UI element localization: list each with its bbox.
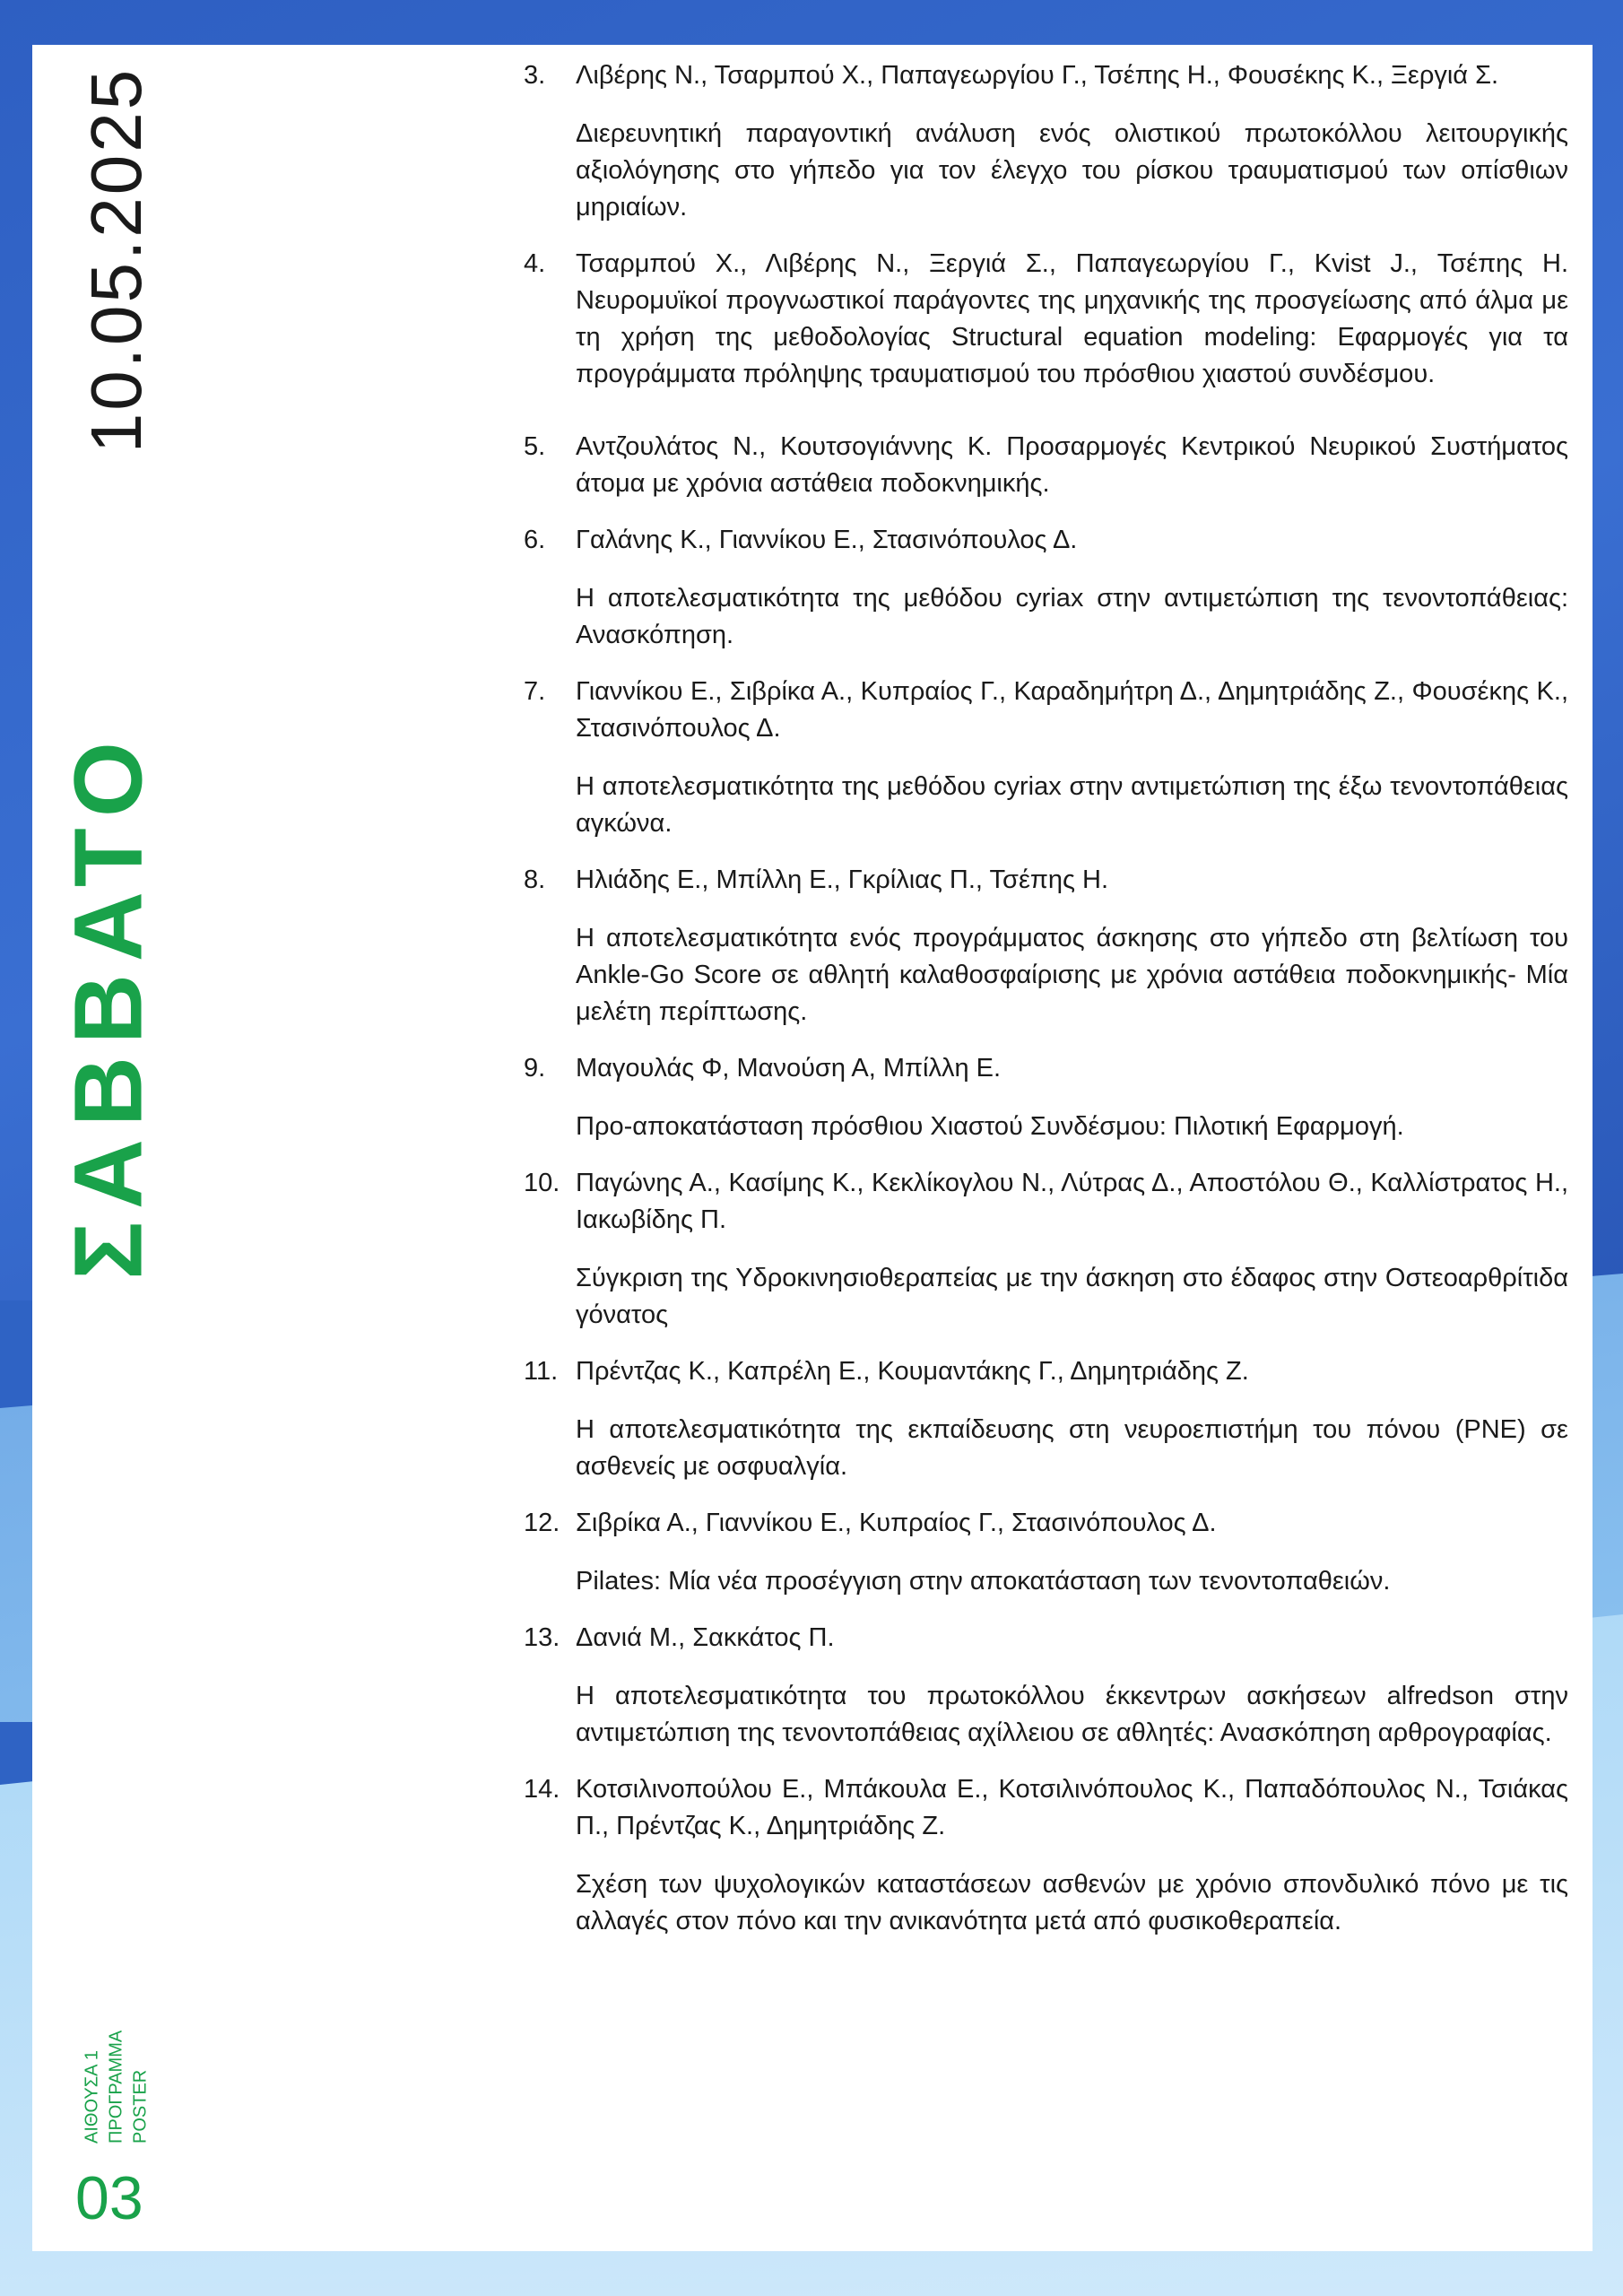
item-title: Η αποτελεσματικότητα της μεθόδου cyriax στην αντιμετώπιση της έξω τενοντοπάθειας αγκώνα. (576, 772, 1568, 838)
list-item (524, 1505, 1568, 1600)
list-item (524, 522, 1568, 654)
item-title: Σχέση των ψυχολογικών καταστάσεων ασθενών με χρόνιο σπονδυλικό πόνο με τις αλλαγές στον πόνο και την ανικανότητα μετά από φυσικοθεραπεία. (576, 1870, 1568, 1935)
item-number: 12. (524, 1509, 560, 1537)
item-number: 9. (524, 1054, 546, 1083)
list-item (524, 1353, 1568, 1485)
item-title: Η αποτελεσματικότητα του πρωτοκόλλου έκκεντρων ασκήσεων alfredson στην αντιμετώπιση της τενοντοπάθειας αχίλλειου σε αθλητές: Ανασκόπηση αρθρογραφίας. (576, 1682, 1568, 1747)
item-authors: Γιαννίκου Ε., Σιβρίκα Α., Κυπραίος Γ., Καραδημήτρη Δ., Δημητριάδης Ζ., Φουσέκης Κ., Στασινόπουλος Δ. (576, 677, 1568, 743)
list-item (524, 57, 1568, 226)
item-number: 5. (524, 432, 546, 461)
item-authors: Παγώνης Α., Κασίμης Κ., Κεκλίκογλου Ν., Λύτρας Δ., Αποστόλου Θ., Καλλίστρατος Η., Ιακωβίδης Π. (576, 1169, 1568, 1234)
item-title: Προ-αποκατάσταση πρόσθιου Χιαστού Συνδέσμου: Πιλοτική Εφαρμογή. (576, 1112, 1404, 1141)
item-number: 14. (524, 1775, 560, 1804)
item-number: 3. (524, 61, 546, 90)
item-authors: Τσαρμπού Χ., Λιβέρης Ν., Ξεργιά Σ., Παπαγεωργίου Γ., Kvist J., Τσέπης Η. Νευρομυϊκοί προγνωστικοί παράγοντες της μηχανικής της προσγείωσης από άλμα με τη χρήση της μεθοδολογίας Structural equation modeling: Εφαρμογές για τα προγράμματα πρόληψης τραυματισμού του πρόσθιου χιαστού συνδέσμου. (576, 249, 1568, 388)
item-authors: Σιβρίκα Α., Γιαννίκου Ε., Κυπραίος Γ., Στασινόπουλος Δ. (576, 1509, 1217, 1537)
list-item (524, 1620, 1568, 1752)
list-item (524, 429, 1568, 502)
item-number: 7. (524, 677, 546, 706)
day-heading: ΣΑΒΒΑΤΟ (53, 729, 162, 1280)
item-title: Pilates: Μία νέα προσέγγιση στην αποκατάσταση των τενοντοπαθειών. (576, 1567, 1391, 1596)
item-number: 6. (524, 526, 546, 554)
item-number: 11. (524, 1357, 559, 1386)
item-authors: Κοτσιλινοπούλου Ε., Μπάκουλα Ε., Κοτσιλινόπουλος Κ., Παπαδόπουλος Ν., Τσιάκας Π., Πρέντζας Κ., Δημητριάδης Ζ. (576, 1775, 1568, 1840)
list-item (524, 1050, 1568, 1145)
item-authors: Μαγουλάς Φ, Μανούση Α, Μπίλλη Ε. (576, 1054, 1002, 1083)
room-program-label (81, 1991, 153, 2144)
item-title: Η αποτελεσματικότητα της εκπαίδευσης στη νευροεπιστήμη του πόνου (PNE) σε ασθενείς με οσφυαλγία. (576, 1415, 1568, 1481)
item-number: 13. (524, 1623, 560, 1652)
item-title: Η αποτελεσματικότητα ενός προγράμματος άσκησης στο γήπεδο στη βελτίωση του Ankle-Go Score σε αθλητή καλαθοσφαίρισης με χρόνια αστάθεια ποδοκνημικής- Μία μελέτη περίπτωσης. (576, 924, 1568, 1026)
page-number: 03 (75, 2164, 143, 2232)
program-label: ΠΡΟΓΡΑΜΜΑ (106, 2030, 126, 2144)
item-authors: Λιβέρης Ν., Τσαρμπού Χ., Παπαγεωργίου Γ., Τσέπης Η., Φουσέκης Κ., Ξεργιά Σ. (576, 61, 1499, 90)
room-label: ΑΙΘΟΥΣΑ 1 (82, 2050, 102, 2144)
item-number: 4. (524, 249, 546, 278)
item-number: 10. (524, 1169, 560, 1197)
item-authors: Γαλάνης Κ., Γιαννίκου Ε., Στασινόπουλος Δ. (576, 526, 1078, 554)
list-item (524, 1165, 1568, 1334)
item-number: 8. (524, 865, 546, 894)
item-title: Η αποτελεσματικότητα της μεθόδου cyriax στην αντιμετώπιση της τενοντοπάθειας: Ανασκόπηση. (576, 584, 1568, 649)
item-title: Διερευνητική παραγοντική ανάλυση ενός ολιστικού πρωτοκόλλου λειτουργικής αξιολόγησης στο γήπεδο για τον έλεγχο του ρίσκου τραυματισμού των οπίσθιων μηριαίων. (576, 119, 1568, 222)
poster-list (524, 57, 1568, 1960)
item-authors: Δανιά Μ., Σακκάτος Π. (576, 1623, 835, 1652)
item-authors: Αντζουλάτος Ν., Κουτσογιάννης Κ. Προσαρμογές Κεντρικού Νευρικού Συστήματος άτομα με χρόνια αστάθεια ποδοκνημικής. (576, 432, 1568, 498)
item-authors: Ηλιάδης Ε., Μπίλλη Ε., Γκρίλιας Π., Τσέπης Η. (576, 865, 1109, 894)
poster-label: POSTER (130, 2069, 151, 2144)
list-item (524, 1771, 1568, 1940)
item-authors: Πρέντζας Κ., Καπρέλη Ε., Κουμαντάκης Γ., Δημητριάδης Ζ. (576, 1357, 1249, 1386)
list-item (524, 862, 1568, 1031)
date-heading: 10.05.2025 (76, 66, 156, 454)
item-title: Σύγκριση της Υδροκινησιοθεραπείας με την άσκηση στο έδαφος στην Οστεοαρθρίτιδα γόνατος (576, 1264, 1568, 1329)
list-item (524, 674, 1568, 842)
list-item (524, 246, 1568, 393)
